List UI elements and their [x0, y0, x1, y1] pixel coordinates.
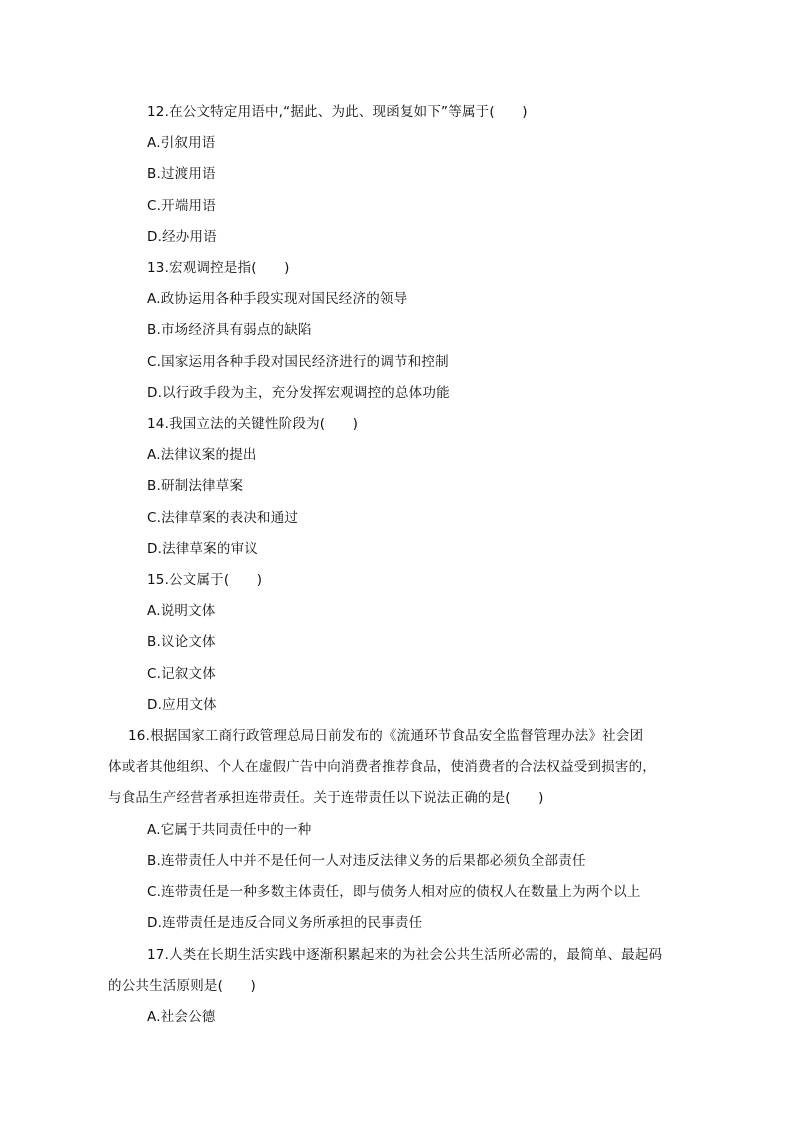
- question-15-option-d: D.应用文体: [147, 697, 217, 713]
- question-16-option-d: D.连带责任是违反合同义务所承担的民事责任: [147, 915, 423, 931]
- question-15-option-b: B.议论文体: [147, 634, 216, 650]
- question-12-option-a: A.引叙用语: [147, 135, 216, 151]
- question-13-stem: 13.宏观调控是指( ): [147, 260, 290, 276]
- question-17-option-a: A.社会公德: [147, 1009, 216, 1025]
- question-12-option-b: B.过渡用语: [147, 166, 216, 182]
- question-14-stem: 14.我国立法的关键性阶段为( ): [147, 416, 359, 432]
- question-12-stem: 12.在公文特定用语中,“据此、为此、现函复如下”等属于( ): [147, 104, 528, 120]
- question-17-stem-line-1: 17.人类在长期生活实践中逐渐积累起来的为社会公共生活所必需的，最简单、最起码: [147, 947, 663, 963]
- question-14-option-a: A.法律议案的提出: [147, 447, 257, 463]
- question-13-option-a: A.政协运用各种手段实现对国民经济的领导: [147, 291, 408, 307]
- question-16-stem-line-1: 16.根据国家工商行政管理总局日前发布的《流通环节食品安全监督管理办法》社会团: [128, 728, 644, 744]
- question-16-stem-line-3: 与食品生产经营者承担连带责任。关于连带责任以下说法正确的是( ): [108, 790, 544, 806]
- question-16-option-c: C.连带责任是一种多数主体责任，即与债务人相对应的债权人在数量上为两个以上: [147, 884, 641, 900]
- question-16-option-b: B.连带责任人中并不是任何一人对违反法律义务的后果都必须负全部责任: [147, 853, 586, 869]
- question-13-option-d: D.以行政手段为主，充分发挥宏观调控的总体功能: [147, 385, 450, 401]
- question-12-option-c: C.开端用语: [147, 198, 216, 214]
- question-14-option-c: C.法律草案的表决和通过: [147, 510, 299, 526]
- question-16-stem-line-2: 体或者其他组织、个人在虚假广告中向消费者推荐食品，使消费者的合法权益受到损害的，: [108, 759, 656, 775]
- question-13-option-b: B.市场经济具有弱点的缺陷: [147, 322, 312, 338]
- question-13-option-c: C.国家运用各种手段对国民经济进行的调节和控制: [147, 354, 449, 370]
- question-16-option-a: A.它属于共同责任中的一种: [147, 822, 312, 838]
- question-14-option-b: B.研制法律草案: [147, 478, 244, 494]
- question-17-stem-line-2: 的公共生活原则是( ): [108, 978, 256, 994]
- question-15-option-c: C.记叙文体: [147, 666, 216, 682]
- question-14-option-d: D.法律草案的审议: [147, 541, 258, 557]
- question-15-option-a: A.说明文体: [147, 603, 216, 619]
- question-12-option-d: D.经办用语: [147, 229, 217, 245]
- question-15-stem: 15.公文属于( ): [147, 572, 263, 588]
